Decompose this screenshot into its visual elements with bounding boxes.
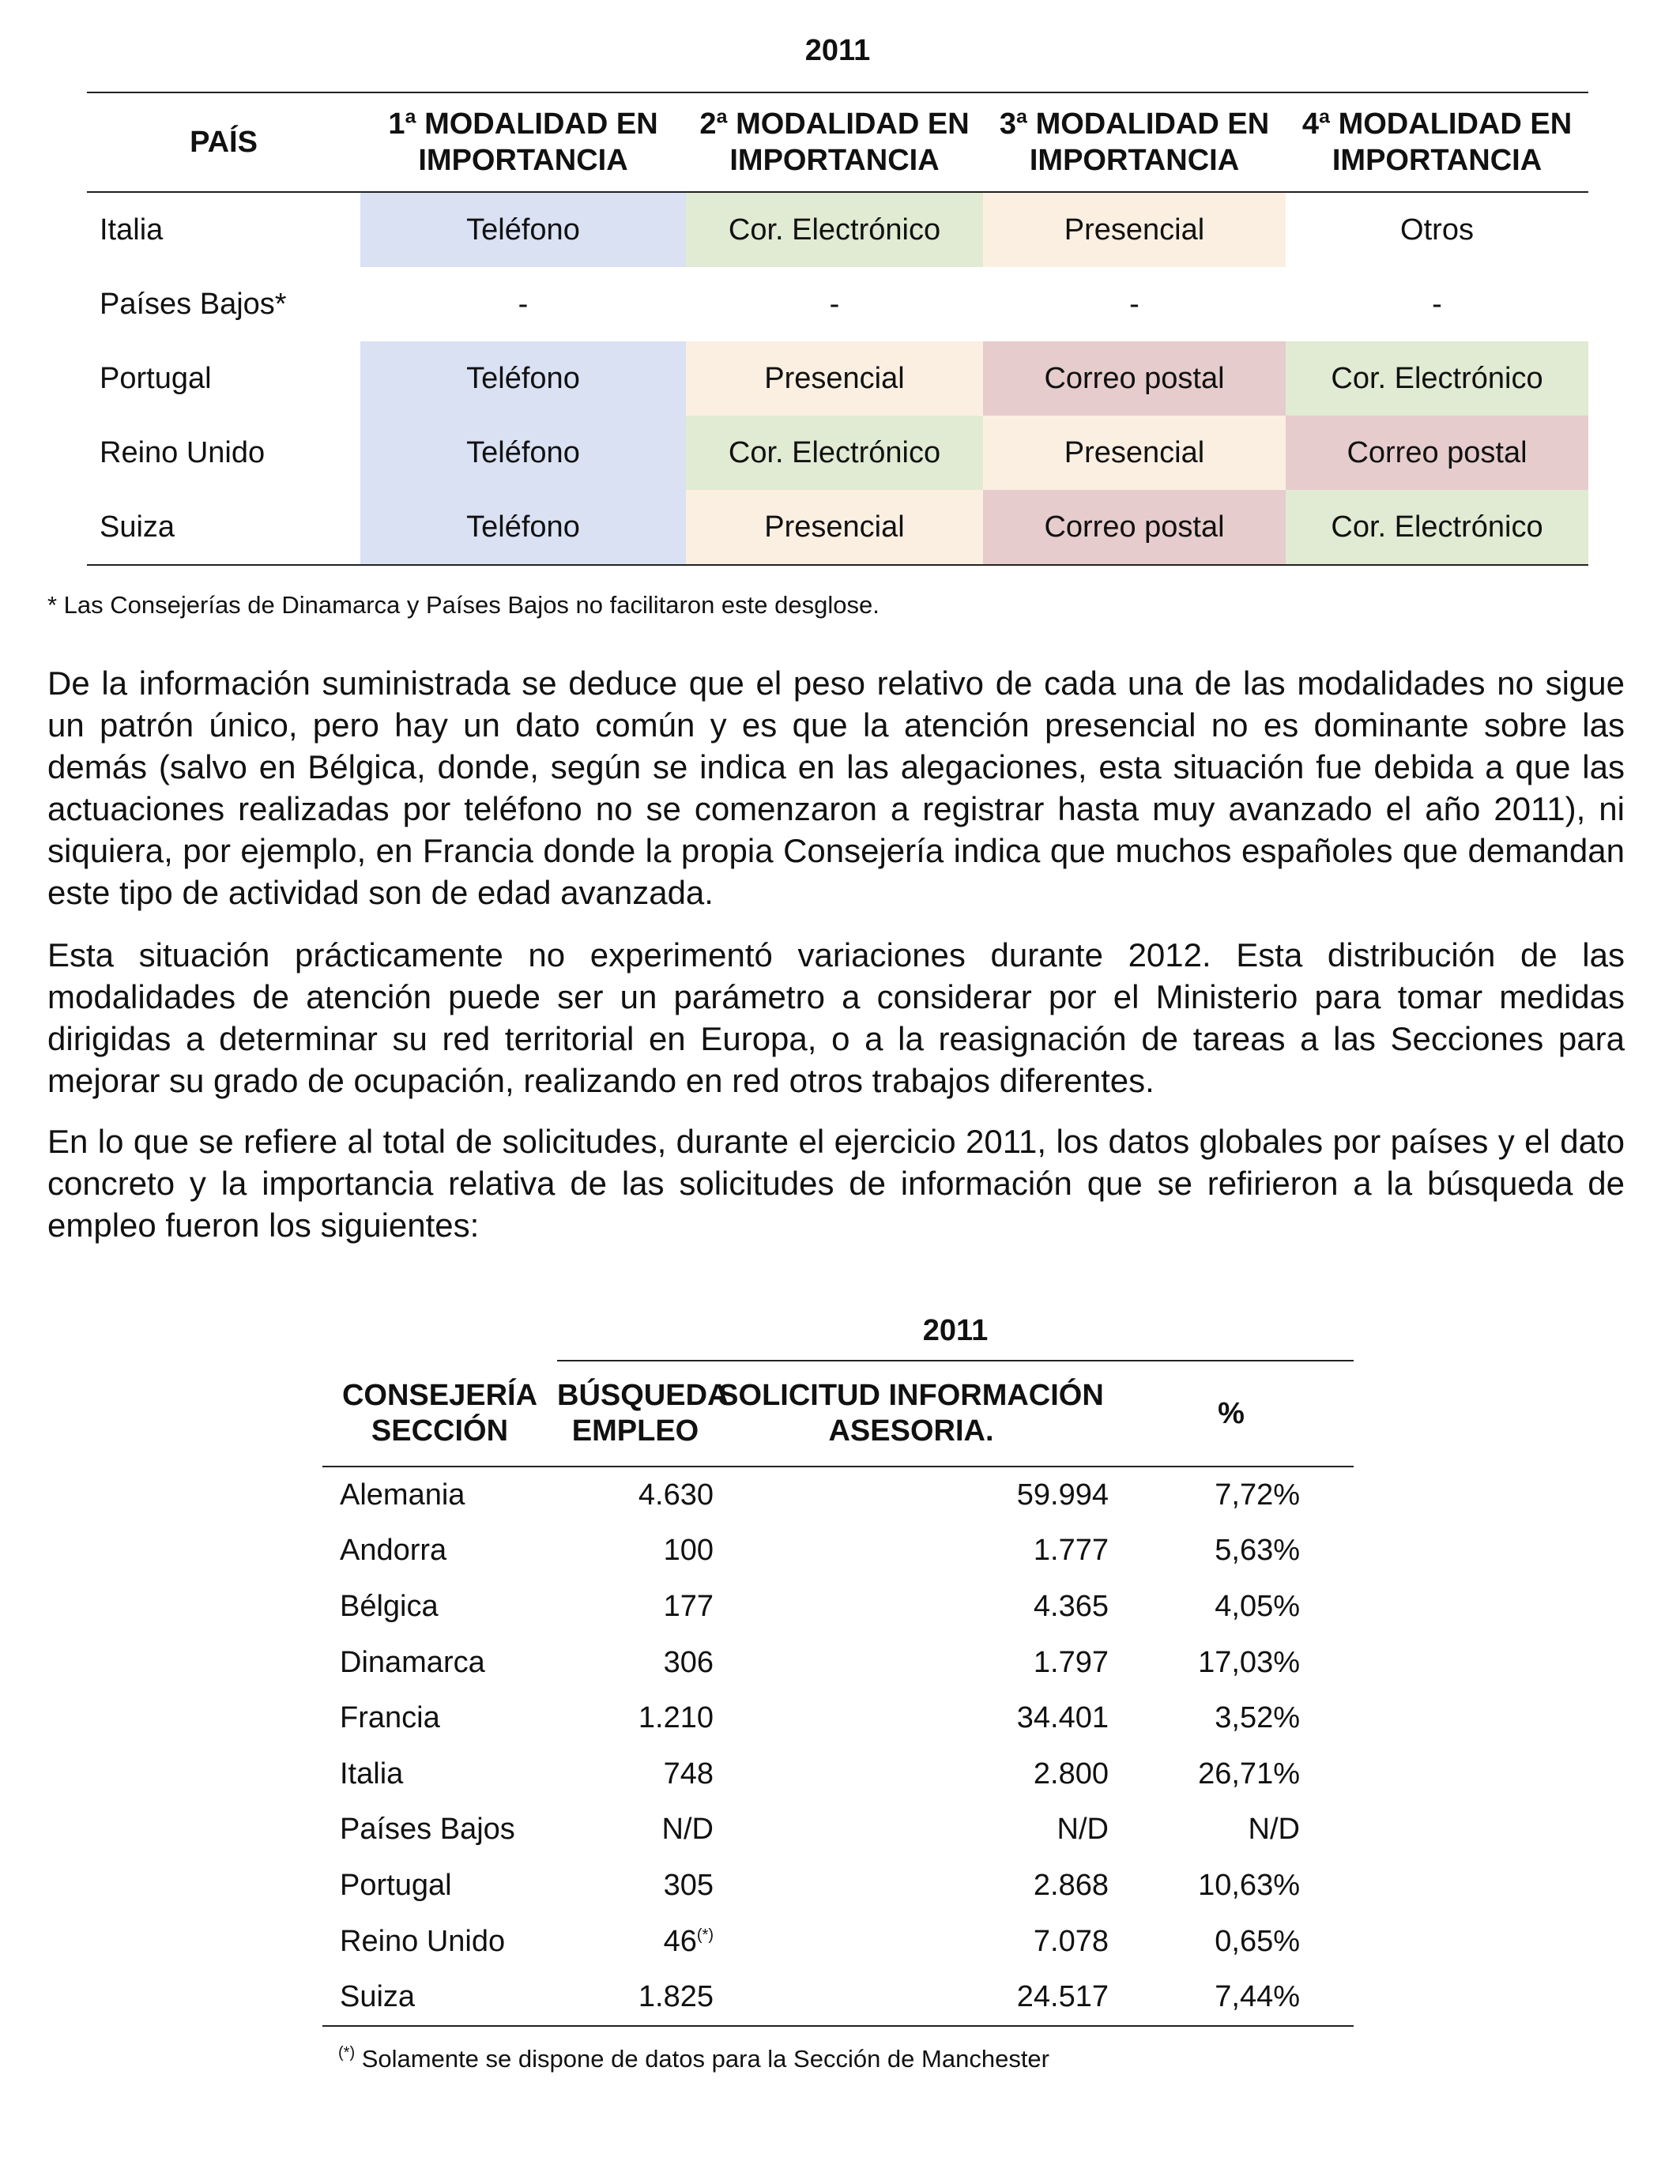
solicitud-value: 2.868 bbox=[1033, 1868, 1109, 1902]
country-cell: Reino Unido bbox=[100, 435, 266, 469]
header-busqueda: BÚSQUEDA EMPLEO bbox=[557, 1361, 714, 1467]
percent-value: N/D bbox=[1248, 1813, 1300, 1847]
body-paragraph-1: De la información suministrada se deduce que el peso relativo de cada una de las modalidades no sigue un patrón único, pero hay un dato común y es que la atención presencial no es dominante sobre las demás (salvo en Bélgica, donde, según se indica en las alegaciones, esta situación fue debida a que las actuaciones realizadas por teléfono no se comenzaron a registrar hasta muy avanzado el año 2011), ni siquiera, por ejemplo, en Francia donde la propia Consejería indica que muchos españoles que demandan este tipo de actividad son de edad avanzada. bbox=[47, 665, 1625, 911]
modality-cell: - bbox=[518, 287, 529, 321]
busqueda-value: 305 bbox=[663, 1868, 714, 1902]
country-cell: Países Bajos* bbox=[100, 287, 287, 321]
section-name: Alemania bbox=[340, 1478, 465, 1512]
busqueda-value: 748 bbox=[663, 1757, 714, 1791]
header-mod-2: 2ª MODALIDAD EN IMPORTANCIA bbox=[686, 92, 983, 192]
percent-value: 0,65% bbox=[1215, 1924, 1300, 1958]
modality-cell: Cor. Electrónico bbox=[686, 192, 983, 267]
country-cell: Italia bbox=[100, 213, 164, 247]
body-paragraph-3: En lo que se refiere al total de solicitudes, durante el ejercicio 2011, los datos globales por países y el dato concreto y la importancia relativa de las solicitudes de información que se refirieron a la búsqueda de empleo fueron los siguientes: bbox=[47, 1123, 1625, 1244]
solicitud-value: 4.365 bbox=[1033, 1589, 1109, 1623]
table-row bbox=[322, 1635, 1354, 1691]
modality-cell: Presencial bbox=[686, 490, 983, 565]
section-name: Portugal bbox=[340, 1868, 452, 1902]
percent-value: 5,63% bbox=[1215, 1534, 1300, 1568]
header-mod-1: 1ª MODALIDAD EN IMPORTANCIA bbox=[360, 92, 686, 192]
table-row bbox=[87, 267, 1588, 341]
table-row bbox=[322, 1523, 1354, 1580]
table-row bbox=[87, 341, 1588, 416]
footnote-text: Solamente se dispone de datos para la Sección de Manchester bbox=[355, 2045, 1049, 2073]
solicitud-value: 24.517 bbox=[714, 1969, 1109, 2026]
modalities-table bbox=[87, 92, 1588, 566]
percent-value: 3,52% bbox=[1215, 1701, 1300, 1735]
busqueda-value: 1.210 bbox=[638, 1701, 714, 1735]
solicitud-value: 1.777 bbox=[1033, 1534, 1109, 1568]
section-name: Dinamarca bbox=[340, 1645, 485, 1679]
table-row bbox=[322, 1746, 1354, 1802]
table-row bbox=[322, 1914, 1354, 1970]
header-solicitud: SOLICITUD INFORMACIÓN ASESORIA. bbox=[714, 1361, 1109, 1467]
table-row bbox=[322, 1969, 1354, 2026]
header-percent: % bbox=[1109, 1361, 1354, 1467]
table2-year: 2011 bbox=[922, 1314, 989, 1347]
table-row bbox=[87, 416, 1588, 490]
busqueda-value: 1.825 bbox=[557, 1969, 714, 2026]
busqueda-value: 177 bbox=[663, 1589, 714, 1623]
modality-cell: Correo postal bbox=[983, 341, 1286, 416]
body-paragraph-2: Esta situación prácticamente no experimentó variaciones durante 2012. Esta distribución de las modalidades de atención puede ser un parámetro a considerar por el Ministerio para tomar medidas dirigidas a determinar su red territorial en Europa, o a la reasignación de tareas a las Secciones para mejorar su grado de ocupación, realizando en red otros trabajos diferentes. bbox=[47, 936, 1625, 1099]
table-row bbox=[322, 1802, 1354, 1858]
solicitud-value: 7.078 bbox=[1033, 1924, 1109, 1958]
modality-cell: - bbox=[829, 287, 840, 321]
modality-cell: Cor. Electrónico bbox=[1286, 341, 1588, 416]
busqueda-value: N/D bbox=[661, 1813, 714, 1847]
table2-footnote bbox=[338, 2037, 1049, 2075]
modality-cell: Teléfono bbox=[360, 416, 686, 490]
modality-cell: - bbox=[1129, 287, 1139, 321]
table2-header-row bbox=[322, 1361, 1354, 1467]
busqueda-value: 306 bbox=[663, 1645, 714, 1679]
table-row bbox=[87, 192, 1588, 267]
country-cell: Portugal bbox=[100, 361, 212, 395]
table-row bbox=[322, 1467, 1354, 1523]
modality-cell: Teléfono bbox=[360, 341, 686, 416]
table1-header-row bbox=[87, 92, 1588, 192]
section-name: Italia bbox=[340, 1757, 404, 1791]
modality-cell: Cor. Electrónico bbox=[686, 416, 983, 490]
percent-value: 7,72% bbox=[1215, 1478, 1300, 1512]
table-row bbox=[322, 1690, 1354, 1746]
section-name: Reino Unido bbox=[340, 1924, 506, 1958]
modality-cell: Correo postal bbox=[983, 490, 1286, 565]
modality-cell: Otros bbox=[1400, 213, 1474, 247]
requests-table bbox=[322, 1361, 1354, 2027]
percent-value: 7,44% bbox=[1109, 1969, 1354, 2026]
table-row bbox=[322, 1579, 1354, 1635]
modality-cell: Teléfono bbox=[360, 490, 686, 565]
percent-value: 4,05% bbox=[1215, 1589, 1300, 1623]
solicitud-value: 2.800 bbox=[1033, 1757, 1109, 1791]
section-name: Francia bbox=[340, 1701, 440, 1735]
percent-value: 17,03% bbox=[1198, 1645, 1300, 1679]
table-row bbox=[322, 1858, 1354, 1914]
header-mod-3: 3ª MODALIDAD EN IMPORTANCIA bbox=[983, 92, 1286, 192]
percent-value: 26,71% bbox=[1198, 1757, 1300, 1791]
header-country: PAÍS bbox=[87, 92, 360, 192]
percent-value: 10,63% bbox=[1198, 1868, 1300, 1902]
modality-cell: Presencial bbox=[686, 341, 983, 416]
busqueda-value: 4.630 bbox=[638, 1478, 714, 1512]
solicitud-value: 59.994 bbox=[1016, 1478, 1109, 1512]
footnote-mark: (*) bbox=[338, 2044, 356, 2062]
section-name: Suiza bbox=[322, 1969, 557, 2026]
header-mod-4: 4ª MODALIDAD EN IMPORTANCIA bbox=[1286, 92, 1588, 192]
modality-cell: Presencial bbox=[983, 192, 1286, 267]
solicitud-value: 1.797 bbox=[1033, 1645, 1109, 1679]
section-name: Andorra bbox=[340, 1534, 447, 1568]
table-row bbox=[87, 490, 1588, 565]
modality-cell: Presencial bbox=[983, 416, 1286, 490]
modality-cell: - bbox=[1432, 287, 1442, 321]
header-consejeria: CONSEJERÍA SECCIÓN bbox=[322, 1361, 557, 1467]
solicitud-value: N/D bbox=[1057, 1813, 1109, 1847]
solicitud-value: 34.401 bbox=[1016, 1701, 1109, 1735]
country-cell: Suiza bbox=[87, 490, 360, 565]
modality-cell: Correo postal bbox=[1286, 416, 1588, 490]
table1-footnote: * Las Consejerías de Dinamarca y Países Bajos no facilitaron este desglose. bbox=[47, 591, 880, 619]
modality-cell: Teléfono bbox=[360, 192, 686, 267]
section-name: Países Bajos bbox=[340, 1813, 515, 1847]
busqueda-value: 100 bbox=[663, 1534, 714, 1568]
modality-cell: Cor. Electrónico bbox=[1286, 490, 1588, 565]
busqueda-value: 46(*) bbox=[663, 1924, 714, 1958]
section-name: Bélgica bbox=[340, 1589, 439, 1623]
table1-year: 2011 bbox=[804, 34, 871, 67]
